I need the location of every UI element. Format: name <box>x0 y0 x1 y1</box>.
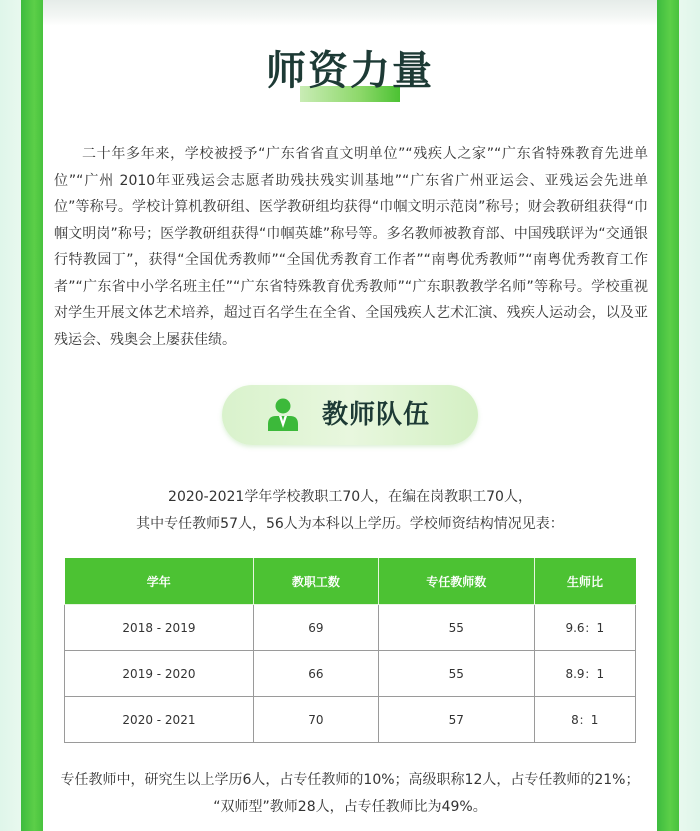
cell-school-year: 2018 - 2019 <box>65 605 254 651</box>
table-row <box>65 605 636 651</box>
header-full-time-teachers: 专任教师数 <box>378 558 534 605</box>
teacher-team-badge <box>222 385 478 445</box>
staff-structure-table <box>64 558 636 743</box>
cell-school-year: 2019 - 2020 <box>65 651 254 697</box>
cell-ratio: 9.6：1 <box>534 605 635 651</box>
staff-summary <box>0 484 700 538</box>
cell-full-time-teachers: 57 <box>378 697 534 743</box>
left-frame-bar <box>21 0 43 831</box>
teacher-icon <box>265 397 301 433</box>
cell-staff-count: 66 <box>253 651 378 697</box>
cell-ratio: 8：1 <box>534 697 635 743</box>
cell-school-year: 2020 - 2021 <box>65 697 254 743</box>
intro-paragraph: 二十年多年来，学校被授予“广东省省直文明单位”“残疾人之家”“广东省特殊教育先进单位”“广州 2010年亚残运会志愿者助残扶残实训基地”“广东省广州亚运会、亚残运会先进单位”等称号。学校计算机教研组、医学教研组均获得“巾帼文明示范岗”称号；财会教研组获得“巾帼文明岗”称号；医学教研组获得“巾帼英雄”称号等。多名教师被教育部、中国残联评为“交通银行特教园丁”，获得“全国优秀教师”“全国优秀教育工作者”“南粤优秀教师”“南粤优秀教育工作者”“广东省中小学名班主任”“广东省特殊教育优秀教师”“广东职教教学名师”等称号。学校重视对学生开展文体艺术培养，超过百名学生在全省、全国残疾人艺术汇演、残疾人运动会，以及亚残运会、残奥会上屡获佳绩。 <box>54 146 648 348</box>
table-header-row <box>65 558 636 605</box>
summary-line-1: 2020-2021学年学校教职工70人，在编在岗教职工70人， <box>168 489 532 505</box>
cell-staff-count: 70 <box>253 697 378 743</box>
cell-staff-count: 69 <box>253 605 378 651</box>
top-decoration <box>43 0 657 26</box>
table-row <box>65 697 636 743</box>
cell-full-time-teachers: 55 <box>378 605 534 651</box>
page-title: 师资力量 <box>266 48 434 94</box>
header-student-teacher-ratio: 生师比 <box>534 558 635 605</box>
teacher-qualification-note <box>0 767 700 821</box>
header-school-year: 学年 <box>65 558 254 605</box>
footnote-line-2: “双师型”教师28人，占专任教师比为49%。 <box>213 799 487 815</box>
table-row <box>65 651 636 697</box>
right-frame-bar <box>657 0 679 831</box>
cell-full-time-teachers: 55 <box>378 651 534 697</box>
footnote-line-1: 专任教师中，研究生以上学历6人，占专任教师的10%；高级职称12人，占专任教师的21%； <box>60 772 640 788</box>
cell-ratio: 8.9：1 <box>534 651 635 697</box>
teacher-team-label: 教师队伍 <box>322 400 431 430</box>
header-staff-count: 教职工数 <box>253 558 378 605</box>
summary-line-2: 其中专任教师57人，56人为本科以上学历。学校师资结构情况见表： <box>136 516 564 532</box>
